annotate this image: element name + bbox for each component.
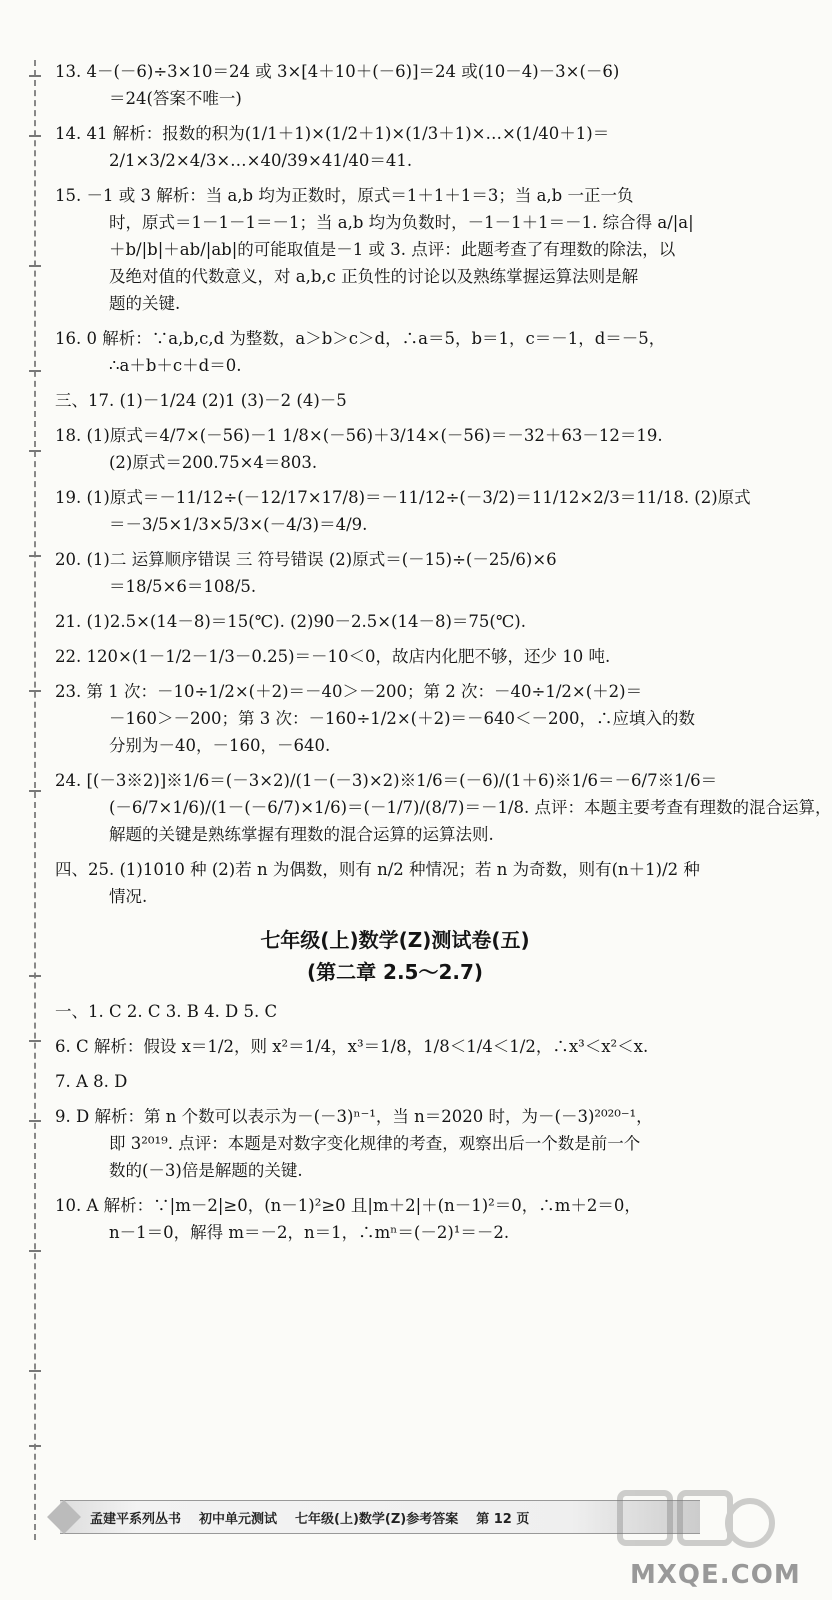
answer-line: 6. C 解析：假设 x＝1/2，则 x²＝1/4，x³＝1/8，1/8＜1/4＜1/2，∴x³＜x²＜x. (55, 1037, 649, 1056)
answer-line: 数的(－3)倍是解题的关键. (109, 1161, 303, 1180)
answer-20 (55, 546, 735, 600)
answer-19 (55, 484, 751, 538)
answer-6 (55, 1033, 735, 1060)
answer-line: 14. 41 解析：报数的积为(1/1＋1)×(1/2＋1)×(1/3＋1)×…×(1/40＋1)＝ (55, 124, 610, 143)
answer-line: 21. (1)2.5×(14－8)＝15(℃). (2)90－2.5×(14－8)＝75(℃). (55, 612, 526, 631)
watermark-text: MXQE.COM (630, 1560, 801, 1590)
cut-tick (29, 975, 41, 977)
answer-line: ＝－3/5×1/3×5/3×(－4/3)＝4/9. (109, 515, 368, 534)
answer-1-5 (55, 998, 735, 1025)
answer-line: 10. A 解析：∵|m－2|≥0，(n－1)²≥0 且|m＋2|＋(n－1)²＝0，∴m＋2＝0， (55, 1196, 641, 1215)
answer-line: 24. [(－3※2)]※1/6＝(－3×2)/(1－(－3)×2)※1/6＝(－6)/(1＋6)※1/6＝－6/7※1/6＝ (55, 771, 718, 790)
answer-line: 23. 第 1 次：－10÷1/2×(＋2)＝－40＞－200；第 2 次：－40÷1/2×(＋2)＝ (55, 682, 643, 701)
cut-tick (29, 1120, 41, 1122)
cut-tick (29, 555, 41, 557)
answer-line: －160＞－200；第 3 次：－160÷1/2×(＋2)＝－640＜－200，∴应填入的数 (109, 709, 696, 728)
footer-book: 初中单元测试 (199, 1511, 278, 1527)
answer-9 (55, 1103, 735, 1184)
answer-14 (55, 120, 735, 174)
test-subtitle: (第二章 2.5～2.7) (306, 960, 484, 984)
answer-line: 18. (1)原式＝4/7×(－56)－1 1/8×(－56)＋3/14×(－56)＝－32＋63－12＝19. (55, 426, 663, 445)
answer-line: 19. (1)原式＝－11/12÷(－12/17×17/8)＝－11/12÷(－3/2)＝11/12×2/3＝11/18. (2)原式 (55, 488, 751, 507)
answer-24 (55, 767, 832, 848)
answer-line: 及绝对值的代数意义，对 a,b,c 正负性的讨论以及熟练掌握运算法则是解 (109, 267, 639, 286)
answer-7-8 (55, 1068, 735, 1095)
answer-line: 题的关键. (109, 294, 181, 313)
cut-tick (29, 790, 41, 792)
answer-18 (55, 422, 735, 476)
answer-line: ∴a＋b＋c＋d＝0. (109, 356, 242, 375)
answer-16 (55, 325, 735, 379)
answer-21 (55, 608, 735, 635)
answer-line: 15. －1 或 3 解析：当 a,b 均为正数时，原式＝1＋1＋1＝3；当 a,b 一正一负 (55, 186, 634, 205)
answer-content (55, 58, 832, 1254)
cut-tick (29, 1250, 41, 1252)
answer-line: 9. D 解析：第 n 个数可以表示为－(－3)ⁿ⁻¹，当 n＝2020 时，为－(－3)²⁰²⁰⁻¹， (55, 1107, 653, 1126)
answer-line: ＝18/5×6＝108/5. (109, 577, 257, 596)
answer-line: 一、1. C 2. C 3. B 4. D 5. C (55, 1002, 278, 1021)
cut-tick (29, 265, 41, 267)
cut-line (34, 60, 36, 1540)
answer-17 (55, 387, 735, 414)
answer-line: 解题的关键是熟练掌握有理数的混合运算的运算法则. (109, 825, 494, 844)
answer-line: 2/1×3/2×4/3×…×40/39×41/40＝41. (109, 151, 413, 170)
cut-tick (29, 370, 41, 372)
footer-page-number: 第 12 页 (476, 1511, 530, 1527)
answer-line: 22. 120×(1－1/2－1/3－0.25)＝－10＜0，故店内化肥不够，还少 10 吨. (55, 647, 611, 666)
cut-tick (29, 690, 41, 692)
answer-15 (55, 182, 735, 317)
answer-10 (55, 1192, 735, 1246)
answer-line: 情况. (109, 887, 148, 906)
cut-tick (29, 75, 41, 77)
answer-line: 即 3²⁰¹⁹. 点评：本题是对数字变化规律的考查，观察出后一个数是前一个 (109, 1134, 641, 1153)
cut-tick (29, 1040, 41, 1042)
cut-tick (29, 135, 41, 137)
cut-tick (29, 1445, 41, 1447)
answer-22 (55, 643, 735, 670)
answer-13 (55, 58, 735, 112)
footer-series: 孟建平系列丛书 (90, 1511, 182, 1527)
answer-line: 13. 4－(－6)÷3×10＝24 或 3×[4＋10＋(－6)]＝24 或(10－4)－3×(－6) (55, 62, 620, 81)
answer-line: (－6/7×1/6)/(1－(－6/7)×1/6)＝(－1/7)/(8/7)＝－1/8. 点评：本题主要考查有理数的混合运算， (109, 798, 832, 817)
answer-line: ＋b/|b|＋ab/|ab|的可能取值是－1 或 3. 点评：此题考查了有理数的除法，以 (109, 240, 676, 259)
answer-line: 时，原式＝1－1－1＝－1；当 a,b 均为负数时，－1－1＋1＝－1. 综合得 a/|a| (109, 213, 694, 232)
footer-subject: 七年级(上)数学(Z)参考答案 (295, 1511, 459, 1527)
cut-tick (29, 1370, 41, 1372)
answer-line: n－1＝0，解得 m＝－2，n＝1，∴mⁿ＝(－2)¹＝－2. (109, 1223, 510, 1242)
answer-line: 分别为－40，－160，－640. (109, 736, 331, 755)
footer-arrow-icon (47, 1500, 81, 1534)
answer-line: 三、17. (1)－1/24 (2)1 (3)－2 (4)－5 (55, 391, 347, 410)
answer-line: 7. A 8. D (55, 1072, 128, 1091)
test-title: 七年级(上)数学(Z)测试卷(五) (260, 928, 530, 952)
answer-line: 20. (1)二 运算顺序错误 三 符号错误 (2)原式＝(－15)÷(－25/6)×6 (55, 550, 557, 569)
answer-25 (55, 856, 735, 910)
cut-tick (29, 450, 41, 452)
answer-23 (55, 678, 735, 759)
answer-line: (2)原式＝200.75×4＝803. (109, 453, 318, 472)
answer-line: 四、25. (1)1010 种 (2)若 n 为偶数，则有 n/2 种情况；若 n 为奇数，则有(n＋1)/2 种 (55, 860, 700, 879)
answer-line: ＝24(答案不唯一) (109, 89, 242, 108)
answer-line: 16. 0 解析：∵a,b,c,d 为整数，a＞b＞c＞d，∴a＝5，b＝1，c＝－1，d＝－5， (55, 329, 666, 348)
